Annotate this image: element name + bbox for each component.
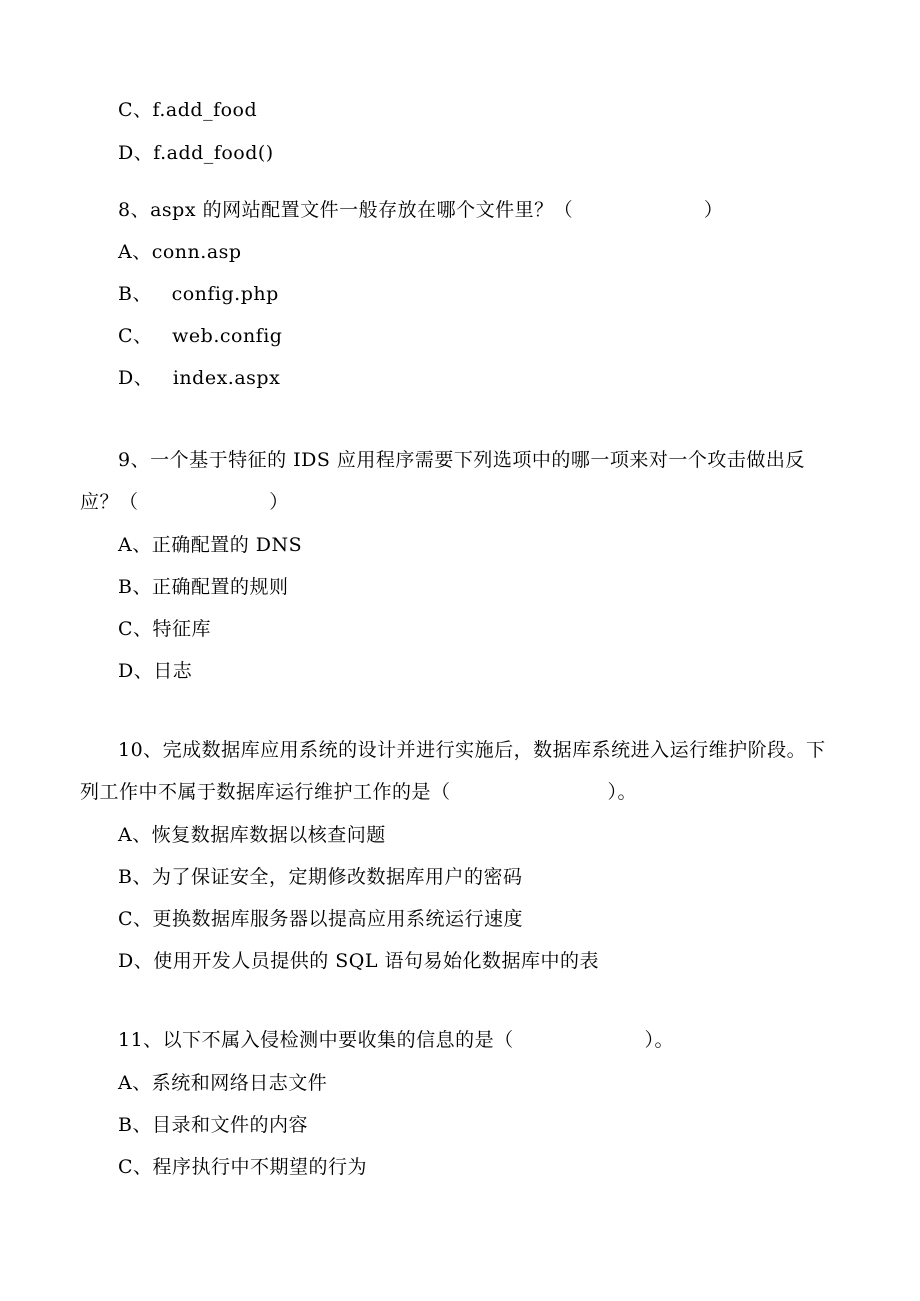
q7-option-d: D、f.add_food() [118,142,274,164]
q8-option-a: A、conn.asp [118,241,242,263]
q9-stem-line2: 应？（ ） [80,491,289,513]
q8-stem: 8、aspx 的网站配置文件一般存放在哪个文件里？（ ） [118,199,724,221]
q8-option-c: C、 web.config [118,325,283,347]
q11-option-a: A、系统和网络日志文件 [118,1072,328,1094]
q9-stem-line1: 9、一个基于特征的 IDS 应用程序需要下列选项中的哪一项来对一个攻击做出反 [118,449,805,471]
q10-option-a: A、恢复数据库数据以核查问题 [118,824,386,846]
q8-option-d: D、 index.aspx [118,367,281,389]
q10-option-d: D、使用开发人员提供的 SQL 语句易始化数据库中的表 [118,950,600,972]
q11-option-b: B、目录和文件的内容 [118,1114,308,1136]
q7-option-c: C、f.add_food [118,99,258,121]
q11-option-c: C、程序执行中不期望的行为 [118,1156,368,1178]
q8-option-b: B、 config.php [118,283,279,305]
q11-stem: 11、以下不属入侵检测中要收集的信息的是（ ）。 [118,1029,674,1051]
q9-option-c: C、特征库 [118,618,212,640]
q9-option-b: B、正确配置的规则 [118,576,289,598]
q10-option-b: B、为了保证安全，定期修改数据库用户的密码 [118,866,523,888]
q10-stem-line1: 10、完成数据库应用系统的设计并进行实施后，数据库系统进入运行维护阶段。下 [118,739,826,761]
q10-stem-line2: 列工作中不属于数据库运行维护工作的是（ ）。 [80,781,637,803]
q9-option-d: D、日志 [118,660,193,682]
q10-option-c: C、更换数据库服务器以提高应用系统运行速度 [118,908,524,930]
q9-option-a: A、正确配置的 DNS [118,534,303,556]
